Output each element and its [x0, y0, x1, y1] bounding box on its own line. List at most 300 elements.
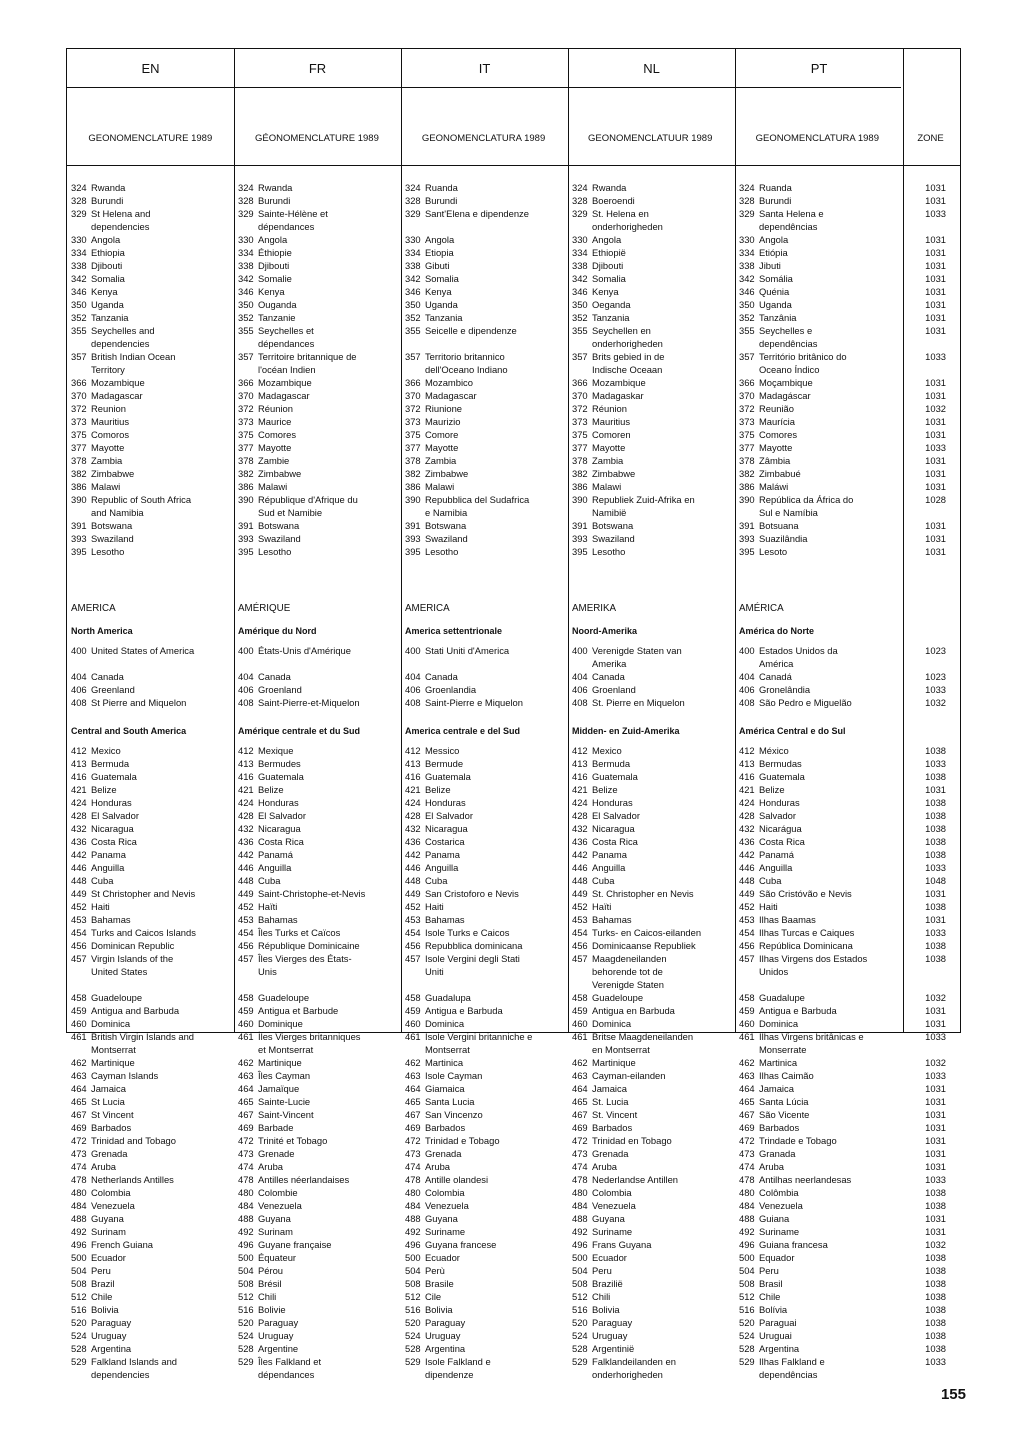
zone-code: 1031: [925, 455, 946, 466]
country-name: British Indian Ocean: [91, 351, 176, 362]
country-code: 469: [238, 1122, 254, 1133]
country-code: 448: [405, 875, 421, 886]
entry-cell: [71, 822, 134, 835]
entry-cell: [405, 1121, 465, 1134]
country-code: 448: [739, 875, 755, 886]
country-name: Ethiopië: [592, 247, 626, 258]
country-name: Grenade: [258, 1148, 295, 1159]
country-name: Seychellen en: [592, 325, 651, 336]
zone-code: 1038: [925, 771, 946, 782]
entry-cell: [238, 1134, 327, 1147]
country-name: Trindade e Tobago: [759, 1135, 837, 1146]
country-code: 473: [739, 1148, 755, 1159]
entry-cell: [405, 913, 465, 926]
country-code: 373: [71, 416, 87, 427]
country-name: Seychelles e: [759, 325, 813, 336]
table-row: [67, 1043, 960, 1056]
country-code: 424: [238, 797, 254, 808]
entry-cell: [238, 441, 291, 454]
entry-cell: [71, 272, 125, 285]
entry-cell: [71, 207, 150, 220]
subsection-title: Midden- en Zuid-Amerika: [572, 726, 680, 736]
entry-cell: [71, 545, 124, 558]
country-code: 390: [739, 494, 755, 505]
entry-cell: [739, 389, 811, 402]
table-row: [67, 822, 960, 835]
country-code: 480: [71, 1187, 87, 1198]
country-name: Zimbabwe: [592, 468, 636, 479]
entry-cell: [572, 1043, 650, 1056]
country-code: 377: [739, 442, 755, 453]
entry-cell: [572, 1147, 628, 1160]
country-code: 529: [739, 1356, 755, 1367]
table-row: [67, 1160, 960, 1173]
country-name: onderhorigheden: [592, 1369, 663, 1380]
entry-cell: [405, 545, 458, 558]
table-row: [67, 939, 960, 952]
country-code: 463: [405, 1070, 421, 1081]
header-divider: [67, 87, 901, 88]
country-code: 393: [739, 533, 755, 544]
entry-cell: [739, 194, 791, 207]
country-name: dell'Oceano Indiano: [425, 364, 508, 375]
country-name: São Pedro e Miguelão: [759, 697, 852, 708]
country-name: Indische Oceaan: [592, 364, 663, 375]
country-name: Nicaragua: [592, 823, 635, 834]
country-name: Groenlandia: [425, 684, 477, 695]
entry-cell: [572, 506, 626, 519]
country-code: 330: [739, 234, 755, 245]
country-code: 446: [71, 862, 87, 873]
entry-cell: [71, 1238, 153, 1251]
country-code: 357: [71, 351, 87, 362]
entry-cell: [739, 415, 795, 428]
entry-cell: [405, 493, 529, 506]
entry-cell: [739, 874, 781, 887]
entry-cell: [71, 1030, 194, 1043]
country-code: 496: [238, 1239, 254, 1250]
country-code: 464: [572, 1083, 588, 1094]
entry-cell: [238, 298, 297, 311]
entry-cell: [405, 1225, 465, 1238]
table-row: [67, 337, 960, 350]
country-code: 404: [405, 671, 421, 682]
country-code: 378: [238, 455, 254, 466]
country-code: 355: [572, 325, 588, 336]
entry-cell: [739, 1030, 864, 1043]
country-code: 478: [572, 1174, 588, 1185]
entry-cell: [739, 1212, 789, 1225]
zone-code: 1032: [925, 1057, 946, 1068]
entry-cell: [739, 376, 813, 389]
table-row: [67, 670, 960, 683]
country-name: Monserrate: [759, 1044, 807, 1055]
country-code: 504: [405, 1265, 421, 1276]
country-name: Salvador: [759, 810, 797, 821]
country-name: Maláwi: [759, 481, 789, 492]
country-name: Îles Cayman: [258, 1070, 311, 1081]
entry-cell: [238, 246, 292, 259]
country-name: Uganda: [759, 299, 792, 310]
zone-code: 1038: [925, 1343, 946, 1354]
country-code: 459: [739, 1005, 755, 1016]
entry-cell: [238, 1264, 283, 1277]
table-row: [67, 1316, 960, 1329]
country-name: Guiana francesa: [759, 1239, 828, 1250]
country-code: 456: [238, 940, 254, 951]
country-code: 416: [238, 771, 254, 782]
country-name: Sud et Namibie: [258, 507, 323, 518]
country-code: 454: [739, 927, 755, 938]
country-code: 529: [405, 1356, 421, 1367]
country-name: dépendances: [258, 221, 315, 232]
country-name: Burundi: [759, 195, 792, 206]
entry-cell: [238, 1056, 302, 1069]
entry-cell: [405, 887, 519, 900]
entry-cell: [405, 900, 444, 913]
entry-cell: [572, 1251, 627, 1264]
country-name: Belize: [592, 784, 618, 795]
country-name: Santa Lucia: [425, 1096, 475, 1107]
entry-cell: [572, 545, 625, 558]
entry-cell: [238, 770, 304, 783]
entry-cell: [572, 519, 633, 532]
entry-cell: [572, 696, 685, 709]
entry-cell: [71, 874, 113, 887]
country-code: 352: [405, 312, 421, 323]
entry-cell: [71, 744, 121, 757]
entry-cell: [739, 952, 867, 965]
entry-cell: [739, 207, 824, 220]
country-code: 465: [238, 1096, 254, 1107]
country-code: 393: [572, 533, 588, 544]
entry-cell: [71, 657, 91, 670]
country-code: 520: [572, 1317, 588, 1328]
entry-cell: [739, 1017, 798, 1030]
country-name: Tanzanie: [258, 312, 296, 323]
entry-cell: [238, 874, 280, 887]
country-code: 524: [238, 1330, 254, 1341]
entry-cell: [238, 1017, 303, 1030]
country-code: 330: [572, 234, 588, 245]
country-name: Chili: [592, 1291, 611, 1302]
country-name: Burundi: [425, 195, 458, 206]
table-row: [67, 1134, 960, 1147]
entry-cell: [405, 965, 444, 978]
country-name: Isole Vergini britanniche e: [425, 1031, 533, 1042]
table-row: [67, 644, 960, 657]
entry-cell: [739, 324, 812, 337]
country-name: Nicaragua: [258, 823, 301, 834]
country-name: Trinidad e Tobago: [425, 1135, 500, 1146]
country-code: 377: [71, 442, 87, 453]
country-name: St. Vincent: [592, 1109, 638, 1120]
table-row: [67, 506, 960, 519]
country-code: 428: [238, 810, 254, 821]
country-name: Somalia: [425, 273, 459, 284]
entry-cell: [739, 480, 788, 493]
entry-cell: [739, 467, 801, 480]
country-name: Ilhas Turcas e Caiques: [759, 927, 855, 938]
country-name: onderhorigheden: [592, 338, 663, 349]
country-name: Bolivia: [91, 1304, 119, 1315]
country-code: 342: [238, 273, 254, 284]
country-code: 520: [739, 1317, 755, 1328]
country-name: Ecuador: [592, 1252, 627, 1263]
country-name: Oeganda: [592, 299, 631, 310]
entry-cell: [238, 926, 340, 939]
country-name: Perù: [425, 1265, 445, 1276]
entry-cell: [405, 233, 454, 246]
country-name: Uniti: [425, 966, 444, 977]
entry-cell: [739, 744, 789, 757]
entry-cell: [238, 467, 301, 480]
country-code: 406: [739, 684, 755, 695]
country-name: Trinidad and Tobago: [91, 1135, 176, 1146]
country-name: dependencies: [91, 221, 150, 232]
entry-cell: [238, 337, 314, 350]
country-code: 357: [572, 351, 588, 362]
entry-cell: [238, 1082, 299, 1095]
entry-cell: [739, 259, 781, 272]
country-name: Territory: [91, 364, 125, 375]
country-code: 461: [572, 1031, 588, 1042]
country-name: Anguilla: [425, 862, 459, 873]
table-row: [67, 194, 960, 207]
entry-cell: [572, 1238, 651, 1251]
country-code: 467: [572, 1109, 588, 1120]
country-name: Frans Guyana: [592, 1239, 652, 1250]
entry-cell: [71, 350, 175, 363]
country-name: Belize: [91, 784, 117, 795]
entry-cell: [238, 1316, 298, 1329]
country-code: 342: [572, 273, 588, 284]
country-name: Comoros: [91, 429, 130, 440]
country-code: 386: [739, 481, 755, 492]
country-code: 472: [71, 1135, 87, 1146]
country-name: El Salvador: [425, 810, 473, 821]
country-code: 524: [572, 1330, 588, 1341]
zone-code: 1031: [925, 481, 946, 492]
entry-cell: [71, 1095, 125, 1108]
table-row: [67, 926, 960, 939]
country-code: 463: [572, 1070, 588, 1081]
country-code: 465: [572, 1096, 588, 1107]
entry-cell: [405, 835, 465, 848]
entry-cell: [238, 311, 296, 324]
country-code: 404: [238, 671, 254, 682]
country-code: 454: [405, 927, 421, 938]
country-name: [256, 979, 258, 990]
table-row: [67, 1303, 960, 1316]
entry-cell: [405, 506, 467, 519]
country-code: 357: [405, 351, 421, 362]
country-code: 508: [405, 1278, 421, 1289]
country-code: 378: [739, 455, 755, 466]
country-name: Aruba: [592, 1161, 618, 1172]
country-code: 346: [71, 286, 87, 297]
country-name: Guatemala: [258, 771, 304, 782]
entry-cell: [238, 376, 312, 389]
country-code: 400: [572, 645, 588, 656]
country-code: 508: [572, 1278, 588, 1289]
entry-cell: [405, 1173, 488, 1186]
country-name: Territorio britannico: [425, 351, 505, 362]
country-name: Antigua e Barbuda: [425, 1005, 503, 1016]
zone-code: 1033: [925, 684, 946, 695]
country-name: Brésil: [258, 1278, 282, 1289]
country-code: 375: [739, 429, 755, 440]
zone-code: 1031: [925, 1122, 946, 1133]
country-code: 386: [572, 481, 588, 492]
entry-cell: [238, 1160, 283, 1173]
country-name: Brasile: [425, 1278, 454, 1289]
entry-cell: [71, 285, 118, 298]
entry-cell: [572, 796, 633, 809]
country-code: 391: [405, 520, 421, 531]
table-row: [67, 1290, 960, 1303]
country-name: Venezuela: [759, 1200, 803, 1211]
entry-cell: [572, 1316, 632, 1329]
country-code: 500: [238, 1252, 254, 1263]
zone-code: 1031: [925, 1148, 946, 1159]
country-name: Costa Rica: [759, 836, 805, 847]
country-name: Amerika: [592, 658, 627, 669]
country-code: 459: [71, 1005, 87, 1016]
entry-cell: [739, 1147, 795, 1160]
table-row: [67, 324, 960, 337]
country-name: Cayman Islands: [91, 1070, 159, 1081]
country-code: 452: [739, 901, 755, 912]
country-name: St. Helena en: [592, 208, 649, 219]
country-code: 524: [739, 1330, 755, 1341]
country-name: Panama: [91, 849, 126, 860]
entry-cell: [238, 1004, 338, 1017]
entry-cell: [739, 809, 796, 822]
country-name: Martinica: [425, 1057, 464, 1068]
country-name: San Vincenzo: [425, 1109, 483, 1120]
country-name: Martinica: [759, 1057, 798, 1068]
entry-cell: [238, 644, 351, 657]
country-name: Nicaragua: [91, 823, 134, 834]
entry-cell: [238, 1277, 281, 1290]
entry-cell: [739, 363, 819, 376]
entry-cell: [739, 1199, 803, 1212]
nomenclature-pt: GEONOMENCLATURA 1989: [755, 132, 879, 144]
entry-cell: [238, 1108, 314, 1121]
entry-cell: [405, 822, 468, 835]
country-code: 350: [572, 299, 588, 310]
entry-cell: [71, 1212, 124, 1225]
country-name: Cuba: [91, 875, 114, 886]
country-name: Nederlandse Antillen: [592, 1174, 678, 1185]
table-row: [67, 887, 960, 900]
subsection-title: Amérique du Nord: [238, 626, 317, 636]
country-name: Comoren: [592, 429, 631, 440]
entry-cell: [572, 978, 664, 991]
country-code: 453: [739, 914, 755, 925]
entry-cell: [238, 1329, 293, 1342]
entry-cell: [572, 1017, 631, 1030]
country-code: 488: [739, 1213, 755, 1224]
country-code: 408: [572, 697, 588, 708]
entry-cell: [739, 978, 759, 991]
entry-cell: [71, 1056, 135, 1069]
entry-cell: [405, 1147, 461, 1160]
entry-cell: [739, 350, 847, 363]
country-name: Seychelles et: [258, 325, 314, 336]
country-code: 357: [739, 351, 755, 362]
country-code: 484: [238, 1200, 254, 1211]
zone-code: 1033: [925, 1356, 946, 1367]
country-code: 467: [405, 1109, 421, 1120]
country-name: Barbade: [258, 1122, 294, 1133]
entry-cell: [572, 324, 651, 337]
entry-cell: [238, 683, 302, 696]
country-code: 329: [238, 208, 254, 219]
country-name: Etiopia: [425, 247, 454, 258]
country-name: Bolivia: [592, 1304, 620, 1315]
country-name: Anguilla: [759, 862, 793, 873]
entry-cell: [572, 1303, 620, 1316]
entry-cell: [572, 493, 695, 506]
country-name: América: [759, 658, 794, 669]
table-row: [67, 796, 960, 809]
entry-cell: [572, 1225, 632, 1238]
country-code: 404: [572, 671, 588, 682]
entry-cell: [405, 428, 458, 441]
country-name: St. Lucia: [592, 1096, 629, 1107]
entry-cell: [71, 1290, 112, 1303]
entry-cell: [405, 1056, 463, 1069]
country-name: Ethiopia: [91, 247, 125, 258]
entry-cell: [71, 480, 120, 493]
country-name: Maurícia: [759, 416, 795, 427]
country-code: 424: [405, 797, 421, 808]
country-code: 464: [238, 1083, 254, 1094]
country-code: 459: [572, 1005, 588, 1016]
zone-code: 1031: [925, 195, 946, 206]
country-code: 432: [71, 823, 87, 834]
country-name: Martinique: [592, 1057, 636, 1068]
country-name: Kenya: [425, 286, 452, 297]
entry-cell: [572, 363, 662, 376]
entry-cell: [572, 1199, 636, 1212]
country-code: 460: [739, 1018, 755, 1029]
entry-cell: [71, 1316, 131, 1329]
country-name: Guadeloupe: [592, 992, 644, 1003]
country-name: Groenland: [258, 684, 302, 695]
table-row: [67, 1004, 960, 1017]
entry-cell: [405, 670, 458, 683]
entry-cell: [405, 683, 476, 696]
country-name: Verenigde Staten: [592, 979, 664, 990]
country-code: 352: [71, 312, 87, 323]
table-row: [67, 389, 960, 402]
table-row: [67, 1199, 960, 1212]
table-row: [67, 350, 960, 363]
entry-cell: [238, 900, 277, 913]
country-name: Bahamas: [91, 914, 131, 925]
country-name: El Salvador: [592, 810, 640, 821]
table-row: [67, 978, 960, 991]
table-row: [67, 246, 960, 259]
country-name: onderhorigheden: [592, 221, 663, 232]
country-name: St Lucia: [91, 1096, 125, 1107]
country-name: Oceano Índico: [759, 364, 820, 375]
country-code: 473: [71, 1148, 87, 1159]
country-name: Costa Rica: [91, 836, 137, 847]
